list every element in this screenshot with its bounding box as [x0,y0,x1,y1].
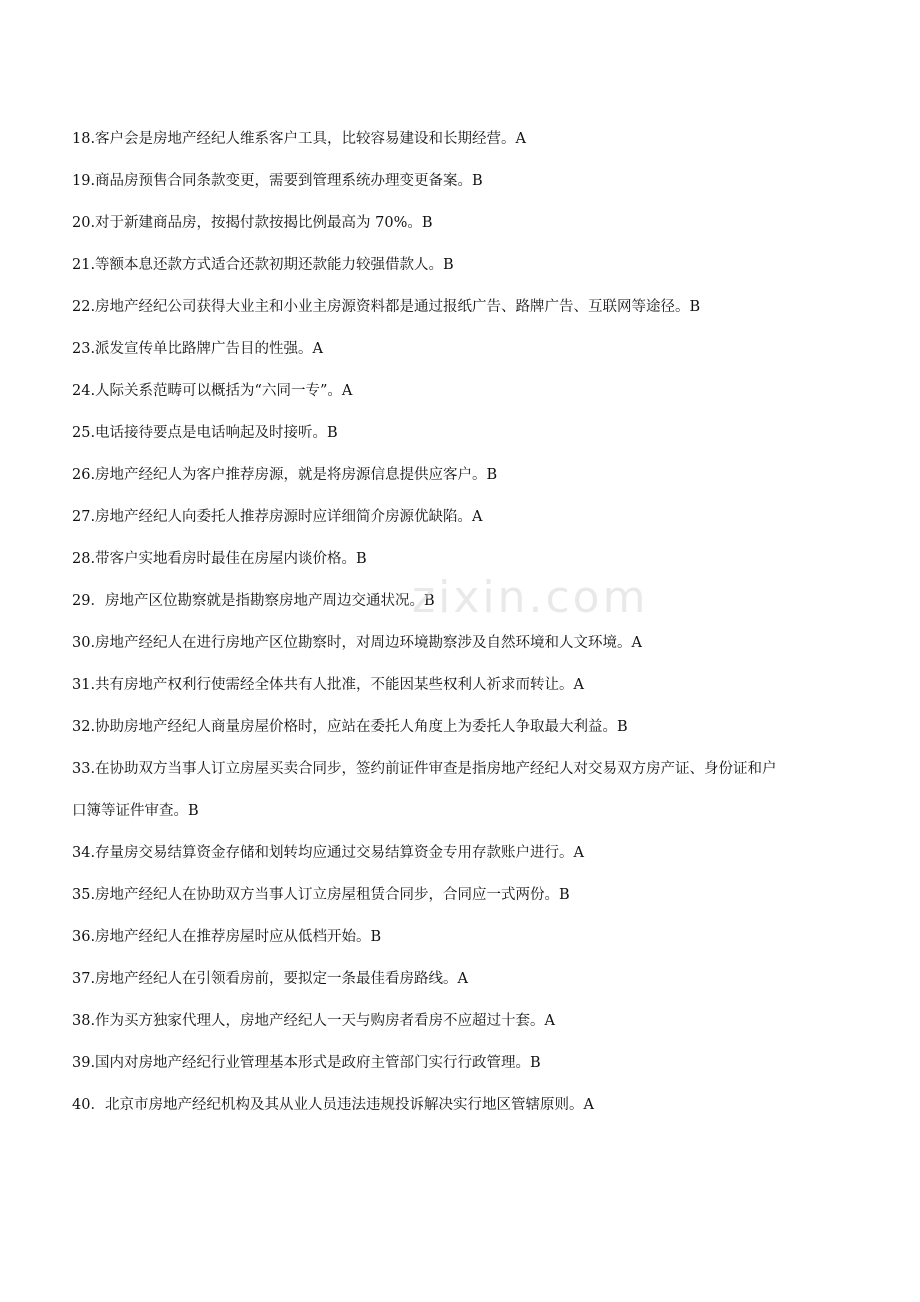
question-28: 28.带客户实地看房时最佳在房屋内谈价格。B [72,551,367,567]
question-34: 34.存量房交易结算资金存储和划转均应通过交易结算资金专用存款账户进行。A [72,845,585,861]
question-38: 38.作为买方独家代理人，房地产经纪人一天与购房者看房不应超过十套。A [72,1013,556,1029]
question-21: 21.等额本息还款方式适合还款初期还款能力较强借款人。B [72,257,454,273]
question-33-line-1: 33.在协助双方当事人订立房屋买卖合同步，签约前证件审查是指房地产经纪人对交易双方房产证、身份证和户 [72,761,777,777]
question-39: 39.国内对房地产经纪行业管理基本形式是政府主管部门实行行政管理。B [72,1055,541,1071]
question-22: 22.房地产经纪公司获得大业主和小业主房源资料都是通过报纸广告、路牌广告、互联网等途径。B [72,299,701,315]
question-18: 18.客户会是房地产经纪人维系客户工具，比较容易建设和长期经营。A [72,131,527,147]
question-31: 31.共有房地产权利行使需经全体共有人批准，不能因某些权利人祈求而转让。A [72,677,585,693]
question-27: 27.房地产经纪人向委托人推荐房源时应详细简介房源优缺陷。A [72,509,483,525]
question-37: 37.房地产经纪人在引领看房前，要拟定一条最佳看房路线。A [72,971,469,987]
watermark-text: zixin.com [412,572,649,623]
question-23: 23.派发宣传单比路牌广告目的性强。A [72,341,324,357]
question-26: 26.房地产经纪人为客户推荐房源，就是将房源信息提供应客户。B [72,467,498,483]
question-33-line-2: 口簿等证件审查。B [72,803,199,819]
question-30: 30.房地产经纪人在进行房地产区位勘察时，对周边环境勘察涉及自然环境和人文环境。A [72,635,643,651]
question-35: 35.房地产经纪人在协助双方当事人订立房屋租赁合同步，合同应一式两份。B [72,887,570,903]
question-36: 36.房地产经纪人在推荐房屋时应从低档开始。B [72,929,382,945]
question-20: 20.对于新建商品房，按揭付款按揭比例最高为 70%。B [72,215,433,231]
question-32: 32.协助房地产经纪人商量房屋价格时，应站在委托人角度上为委托人争取最大利益。B [72,719,628,735]
question-24: 24.人际关系范畴可以概括为“六同一专”。A [72,383,353,399]
question-19: 19.商品房预售合同条款变更，需要到管理系统办理变更备案。B [72,173,483,189]
question-25: 25.电话接待要点是电话响起及时接听。B [72,425,338,441]
question-40: 40．北京市房地产经纪机构及其从业人员违法违规投诉解决实行地区管辖原则。A [72,1097,594,1113]
question-29: 29．房地产区位勘察就是指勘察房地产周边交通状况。B [72,593,435,609]
document-body [72,118,862,1126]
